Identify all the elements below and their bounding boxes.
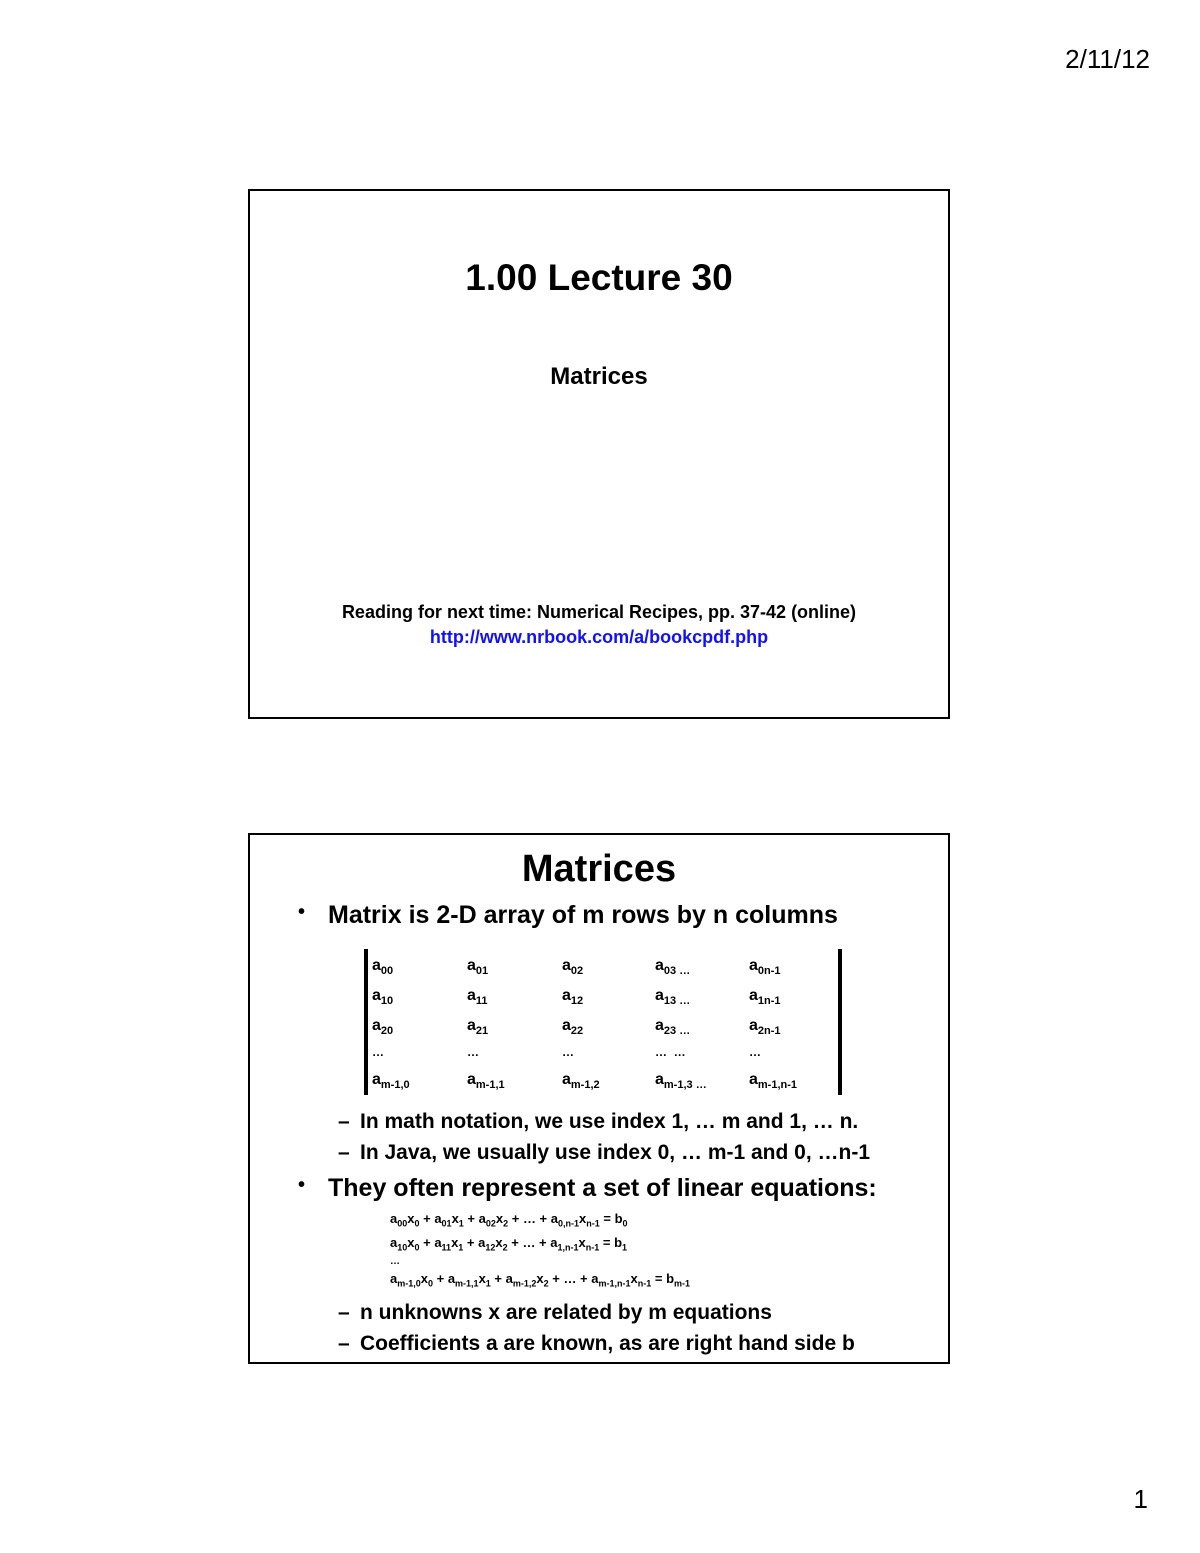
matrix-cell: $a_{m-1,3 \dots}$: [655, 1071, 707, 1092]
matrix-cell: $a_{m-1,0}$: [372, 1071, 410, 1092]
lecture-title: 1.00 Lecture 30: [465, 257, 733, 298]
sub-bullet-coefficients: – Coefficients a are known, as are right hand side b: [338, 1332, 855, 1355]
matrix-cell: $a_{20}$: [372, 1017, 394, 1038]
sub-bullet-unknowns: – n unknowns x are related by m equations: [338, 1301, 772, 1324]
matrix-cell: $a_{12}$: [562, 987, 584, 1008]
matrix-cell: $a_{13 \dots}$: [655, 987, 691, 1008]
matrix-cell: …: [749, 1045, 761, 1059]
matrix-cell: …: [372, 1045, 384, 1059]
sub-bullet-java-notation: – In Java, we usually use index 0, … m-1 and 0, …n-1: [338, 1141, 871, 1164]
equation-row: $a_{00}x_0 + a_{01}x_1 + a_{02}x_2$ + … + $a_{0,n-1}x_{n-1} = b_0$: [390, 1211, 628, 1229]
matrix-cell: $a_{23 \dots}$: [655, 1017, 691, 1038]
lecture-subtitle: Matrices: [550, 363, 648, 390]
matrix-cell: $a_{m-1,n-1}$: [749, 1071, 798, 1092]
matrix-cell: $a_{0n-1}$: [749, 957, 781, 978]
matrix-cell: $a_{m-1,2}$: [562, 1071, 600, 1092]
matrix-cell: $a_{02}$: [562, 957, 584, 978]
matrix-cell: $a_{03 \dots}$: [655, 957, 691, 978]
matrix-cell: $a_{10}$: [372, 987, 394, 1008]
matrix-cell: …: [562, 1045, 574, 1059]
matrix-cell: … …: [655, 1045, 686, 1059]
slide-title: Matrices: [521, 848, 677, 890]
matrix-cell: $a_{2n-1}$: [749, 1017, 781, 1038]
equation-ellipsis: …: [390, 1256, 400, 1267]
matrix-cell: $a_{11}$: [467, 987, 488, 1008]
page-number: 1: [1133, 1484, 1148, 1514]
equation-row: $a_{m-1,0}x_0 + a_{m-1,1}x_1 + a_{m-1,2}x_2$ + … + $a_{m-1,n-1}x_{n-1} = b_{m-1}$: [390, 1271, 691, 1289]
reading-note: Reading for next time: Numerical Recipes, pp. 37-42 (online): [341, 602, 857, 622]
matrix-cell: $a_{21}$: [467, 1017, 489, 1038]
matrix-left-bracket: [364, 949, 368, 1095]
matrix-cell: $a_{01}$: [467, 957, 489, 978]
matrix-right-bracket: [838, 949, 842, 1095]
slide-title-lecture: [248, 189, 950, 719]
sub-bullet-math-notation: – In math notation, we use index 1, … m and 1, … n.: [338, 1110, 859, 1133]
bullet-marker: •: [298, 901, 306, 923]
matrix-cell: $a_{1n-1}$: [749, 987, 781, 1008]
slide-matrices: Matrices • Matrix is 2-D array of m rows by n columns $a_{00}$ $a_{01}$ $a_{02}$ $a_{03 \dots}$ $a_{0n-1}$ $a_{10}$ $a_{11}$ $a_{12}$ $a_{13 \dots}$ $a_{1n-1}$ $a_{20}$ $a_{21}$ $a_{22}$ $a_{23 \dots}$ $a_{2n-1}$ … … … … … … $a_{m-1,0}$ $a_{m-1,1}$ $a_{m-1,2}$ $a_{m-1,3 \dots}$ $a_{m-1,n-1}$ – In math notation, we use index 1, … m and 1, … n. – In Java, we usually use index 0, … m-1 and 0, …n-1 • They often represent a set of linear equations: $a_{00}x_0 + a_{01}x_1 + a_{02}x_2$ + … + $a_{0,n-1}x_{n-1} = b_0$ $a_{10}x_0 + a_{11}x_1 + a_{12}x_2$ + … + $a_{1,n-1}x_{n-1} = b_1$ … $a_{m-1,0}x_0 + a_{m-1,1}x_1 + a_{m-1,2}x_2$ + … + $a_{m-1,n-1}x_{n-1} = b_{m-1}$ – n unknowns x are related by m equations – Coefficients a are known, as are right hand side b: [248, 833, 950, 1364]
matrix-cell: …: [467, 1045, 479, 1059]
reading-link[interactable]: http://www.nrbook.com/a/bookcpdf.php: [429, 627, 769, 647]
matrix-cell: $a_{m-1,1}$: [467, 1071, 505, 1092]
matrix-cell: $a_{22}$: [562, 1017, 584, 1038]
page-date: 2/11/12: [1065, 44, 1150, 74]
matrix-cell: $a_{00}$: [372, 957, 394, 978]
equation-row: $a_{10}x_0 + a_{11}x_1 + a_{12}x_2$ + … + $a_{1,n-1}x_{n-1} = b_1$: [390, 1235, 628, 1253]
bullet-marker: •: [298, 1174, 306, 1196]
matrix-illustration: [364, 949, 842, 1095]
